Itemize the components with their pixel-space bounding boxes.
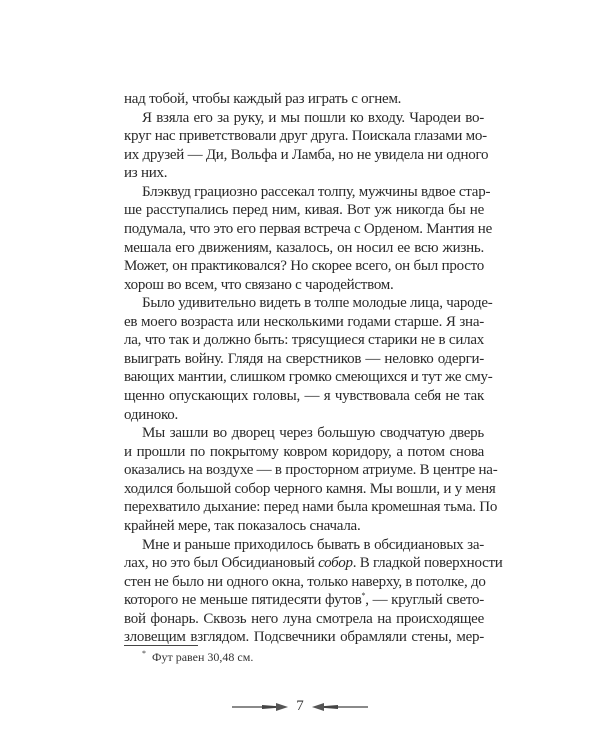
- text-line: ходился большой собор черного камня. Мы вошли, и у меня: [124, 480, 496, 497]
- text-line: Мне и раньше приходилось бывать в обсидиановых за-: [142, 536, 484, 553]
- text-line: [124, 610, 484, 629]
- text-line: выиграть войну. Глядя на сверстников — неловко одерги-: [124, 350, 484, 367]
- text-line: и прошли по покрытому ковром коридору, а потом снова: [124, 443, 484, 460]
- text-line: щенно опускающих головы, — я чувствовала себя не так: [124, 388, 484, 404]
- page-number: 7: [296, 698, 304, 714]
- footnote-mark: *: [142, 649, 146, 658]
- text-line: ла, что так и должно быть: трясущиеся старики не в силах: [124, 332, 484, 349]
- text-span: стен не было ни одного окна, только наверху, в потолке, до: [124, 573, 486, 590]
- text-line: Было удивительно видеть в толпе молодые лица, чароде-: [142, 295, 493, 312]
- text-line: одиноко.: [124, 406, 179, 423]
- text-line: [124, 573, 484, 592]
- text-line: над тобой, чтобы каждый раз играть с огнем.: [124, 91, 402, 107]
- text-line: вающих мантии, слишком громко смеющихся и тут же сму-: [124, 369, 493, 386]
- text-line: Мы зашли во дворец через большую сводчатую дверь: [142, 425, 484, 442]
- text-line: из них.: [124, 165, 168, 182]
- text-line: перехватило дыхание: перед нами была кромешная тьма. По: [124, 499, 498, 516]
- text-line: подумала, что это его первая встреча с Орденом. Мантия не: [124, 220, 492, 237]
- text-line: мешала его движениям, казалось, он носил ее всю жизнь.: [124, 239, 484, 256]
- text-line: [124, 554, 503, 573]
- text-line: [124, 591, 484, 610]
- footnote-reference[interactable]: *: [361, 591, 366, 601]
- text-span: лах, но это был Обсидиановый: [124, 555, 319, 572]
- text-line: ше расступались перед ним, кивая. Вот уж никогда бы не: [124, 202, 484, 219]
- text-line: оказались на воздухе — в просторном атриуме. В центре на-: [124, 462, 498, 479]
- left-ornament-icon: [232, 702, 290, 712]
- footnote-rule: [124, 645, 198, 646]
- text-line: их друзей — Ди, Вольфа и Ламба, но не увидела ни одного: [124, 146, 489, 163]
- footnote-text: Фут равен 30,48 см.: [152, 650, 254, 664]
- text-line: Может, он практиковался? Но скорее всего, он был просто: [124, 258, 484, 275]
- text-line: хорош во всем, что связано с чародейством.: [124, 276, 394, 293]
- text-span: вой фонарь. Сквозь него луна смотрела на происходящее: [124, 610, 484, 627]
- text-line: круг нас приветствовали друг друга. Поискала глазами мо-: [124, 128, 487, 145]
- text-line: Блэквуд грациозно рассекал толпу, мужчины вдвое стар-: [142, 183, 491, 200]
- text-span: которого не меньше пятидесяти футов: [124, 592, 362, 609]
- page-number-area: [0, 698, 600, 715]
- text-span: . В гладкой поверхности: [352, 555, 503, 572]
- text-line: Я взяла его за руку, и мы пошли ко входу. Чародеи во-: [142, 109, 484, 126]
- text-line: ев моего возраста или несколькими годами старше. Я зна-: [124, 313, 484, 330]
- italic-word: собор: [318, 555, 353, 572]
- text-span: , — круглый свето-: [365, 592, 484, 609]
- footnote: [142, 650, 253, 665]
- text-span: зловещим взглядом. Подсвечники обрамляли стены, мер-: [124, 629, 484, 646]
- right-ornament-icon: [310, 702, 368, 712]
- body-text: [124, 90, 503, 647]
- text-line: крайней мере, так показалось сначала.: [124, 517, 361, 534]
